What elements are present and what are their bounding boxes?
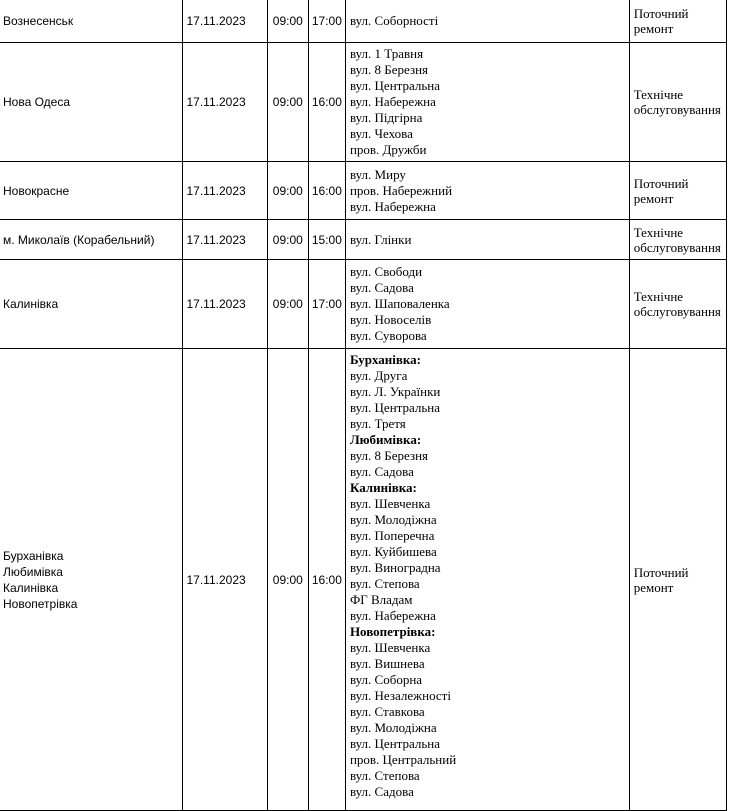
street-line: вул. Центральна — [349, 736, 441, 751]
start-time-cell: 09:00 — [267, 43, 308, 162]
street-line: вул. Степова — [349, 576, 420, 591]
street-line: вул. Виноградна — [349, 560, 441, 575]
street-line: вул. Куйбишева — [349, 544, 437, 559]
street-line: вул. Третя — [349, 416, 406, 431]
street-line: вул. Набережна — [349, 94, 436, 109]
work-type-line: ремонт — [633, 20, 674, 36]
start-time-cell: 09:00 — [267, 260, 308, 349]
table-row — [0, 162, 727, 220]
end-time-cell: 16:00 — [308, 349, 345, 811]
start-time-cell: 09:00 — [267, 162, 308, 220]
locality-name: Калинівка — [3, 580, 59, 595]
end-time-cell: 17:00 — [308, 260, 345, 349]
street-line: вул. Центральна — [349, 400, 441, 415]
end-time-cell: 16:00 — [308, 43, 345, 162]
locality-cell — [0, 220, 182, 260]
work-type-cell — [629, 43, 726, 162]
locality-name: Новокрасне — [3, 183, 70, 198]
end-time-cell: 17:00 — [308, 0, 345, 43]
street-line: вул. Друга — [349, 368, 408, 383]
end-time-cell: 15:00 — [308, 220, 345, 260]
work-type-cell — [629, 260, 726, 349]
work-type-line: ремонт — [633, 579, 674, 595]
start-time-cell: 09:00 — [267, 220, 308, 260]
street-line: пров. Набережний — [349, 182, 453, 198]
street-line: вул. Садова — [349, 280, 414, 295]
locality-name: Вознесенськ — [3, 13, 74, 28]
work-type-line: Поточний — [633, 5, 689, 21]
streets-cell — [345, 43, 629, 162]
street-line: вул. 8 Березня — [349, 62, 429, 77]
street-line: вул. Поперечна — [349, 528, 435, 543]
date-cell: 17.11.2023 — [182, 162, 267, 220]
street-line: вул. Глінки — [349, 231, 412, 247]
village-heading: Любимівка: — [349, 432, 422, 447]
streets-cell — [345, 260, 629, 349]
work-type-line: обслуговування — [633, 102, 721, 117]
locality-cell — [0, 162, 182, 220]
street-line: вул. Незалежності — [349, 688, 451, 703]
street-line: пров. Дружби — [349, 142, 427, 157]
street-line: вул. Ставкова — [349, 704, 425, 719]
locality-cell — [0, 260, 182, 349]
street-line: вул. Степова — [349, 768, 420, 783]
street-line: вул. Молодіжна — [349, 512, 437, 527]
locality-name: Калинівка — [3, 297, 59, 311]
street-line: вул. Суворова — [349, 328, 427, 343]
work-type-line: Поточний — [633, 175, 689, 191]
street-line: вул. Підгірна — [349, 110, 423, 125]
locality-name: Бурханівка — [3, 548, 64, 563]
date-cell: 17.11.2023 — [182, 0, 267, 43]
street-line: вул. 8 Березня — [349, 448, 429, 463]
street-line: вул. Садова — [349, 784, 414, 799]
streets-cell — [345, 0, 629, 43]
table-row — [0, 220, 727, 260]
table-row — [0, 260, 727, 349]
street-line: вул. Садова — [349, 464, 414, 479]
street-line: пров. Центральний — [349, 752, 457, 767]
work-type-cell — [629, 162, 726, 220]
streets-cell — [345, 220, 629, 260]
start-time-cell: 09:00 — [267, 0, 308, 43]
street-line: вул. Соборності — [349, 12, 439, 28]
street-line: ФГ Владам — [349, 592, 413, 607]
street-line: вул. Набережна — [349, 608, 436, 623]
work-type-line: обслуговування — [633, 239, 721, 255]
locality-cell — [0, 0, 182, 43]
date-cell: 17.11.2023 — [182, 220, 267, 260]
work-type-line: Технічне — [633, 289, 684, 304]
street-line: вул. Свободи — [349, 264, 423, 279]
table-row — [0, 0, 727, 43]
street-line: вул. Миру — [349, 166, 406, 182]
locality-name: м. Миколаїв (Корабельний) — [3, 232, 155, 247]
table-row — [0, 43, 727, 162]
date-cell: 17.11.2023 — [182, 349, 267, 811]
locality-name: Любимівка — [3, 564, 63, 579]
street-line: вул. Шевченка — [349, 640, 431, 655]
start-time-cell: 09:00 — [267, 349, 308, 811]
streets-cell — [345, 349, 629, 811]
end-time-cell: 16:00 — [308, 162, 345, 220]
table-row — [0, 349, 727, 811]
street-line: вул. Вишнева — [349, 656, 425, 671]
locality-name: Нова Одеса — [3, 95, 71, 109]
streets-cell — [345, 162, 629, 220]
street-line: вул. Л. Українки — [349, 384, 441, 399]
work-type-line: Поточний — [633, 564, 689, 580]
village-heading: Новопетрівка: — [349, 624, 436, 639]
street-line: вул. Чехова — [349, 126, 413, 141]
work-type-cell — [629, 0, 726, 43]
work-type-line: обслуговування — [633, 304, 721, 319]
date-cell: 17.11.2023 — [182, 43, 267, 162]
street-line: вул. 1 Травня — [349, 46, 424, 61]
work-type-line: Технічне — [633, 87, 684, 102]
street-line: вул. Новоселів — [349, 312, 432, 327]
locality-cell — [0, 43, 182, 162]
work-type-line: Технічне — [633, 224, 684, 240]
work-type-cell — [629, 349, 726, 811]
street-line: вул. Шевченка — [349, 496, 431, 511]
locality-cell — [0, 349, 182, 811]
street-line: вул. Соборна — [349, 672, 423, 687]
street-line: вул. Набережна — [349, 198, 436, 214]
street-line: вул. Шаповаленка — [349, 296, 450, 311]
work-type-line: ремонт — [633, 190, 674, 206]
locality-name: Новопетрівка — [3, 596, 78, 611]
village-heading: Калинівка: — [349, 480, 417, 495]
date-cell: 17.11.2023 — [182, 260, 267, 349]
street-line: вул. Центральна — [349, 78, 441, 93]
work-type-cell — [629, 220, 726, 260]
village-heading: Бурханівка: — [349, 352, 422, 367]
street-line: вул. Молодіжна — [349, 720, 437, 735]
